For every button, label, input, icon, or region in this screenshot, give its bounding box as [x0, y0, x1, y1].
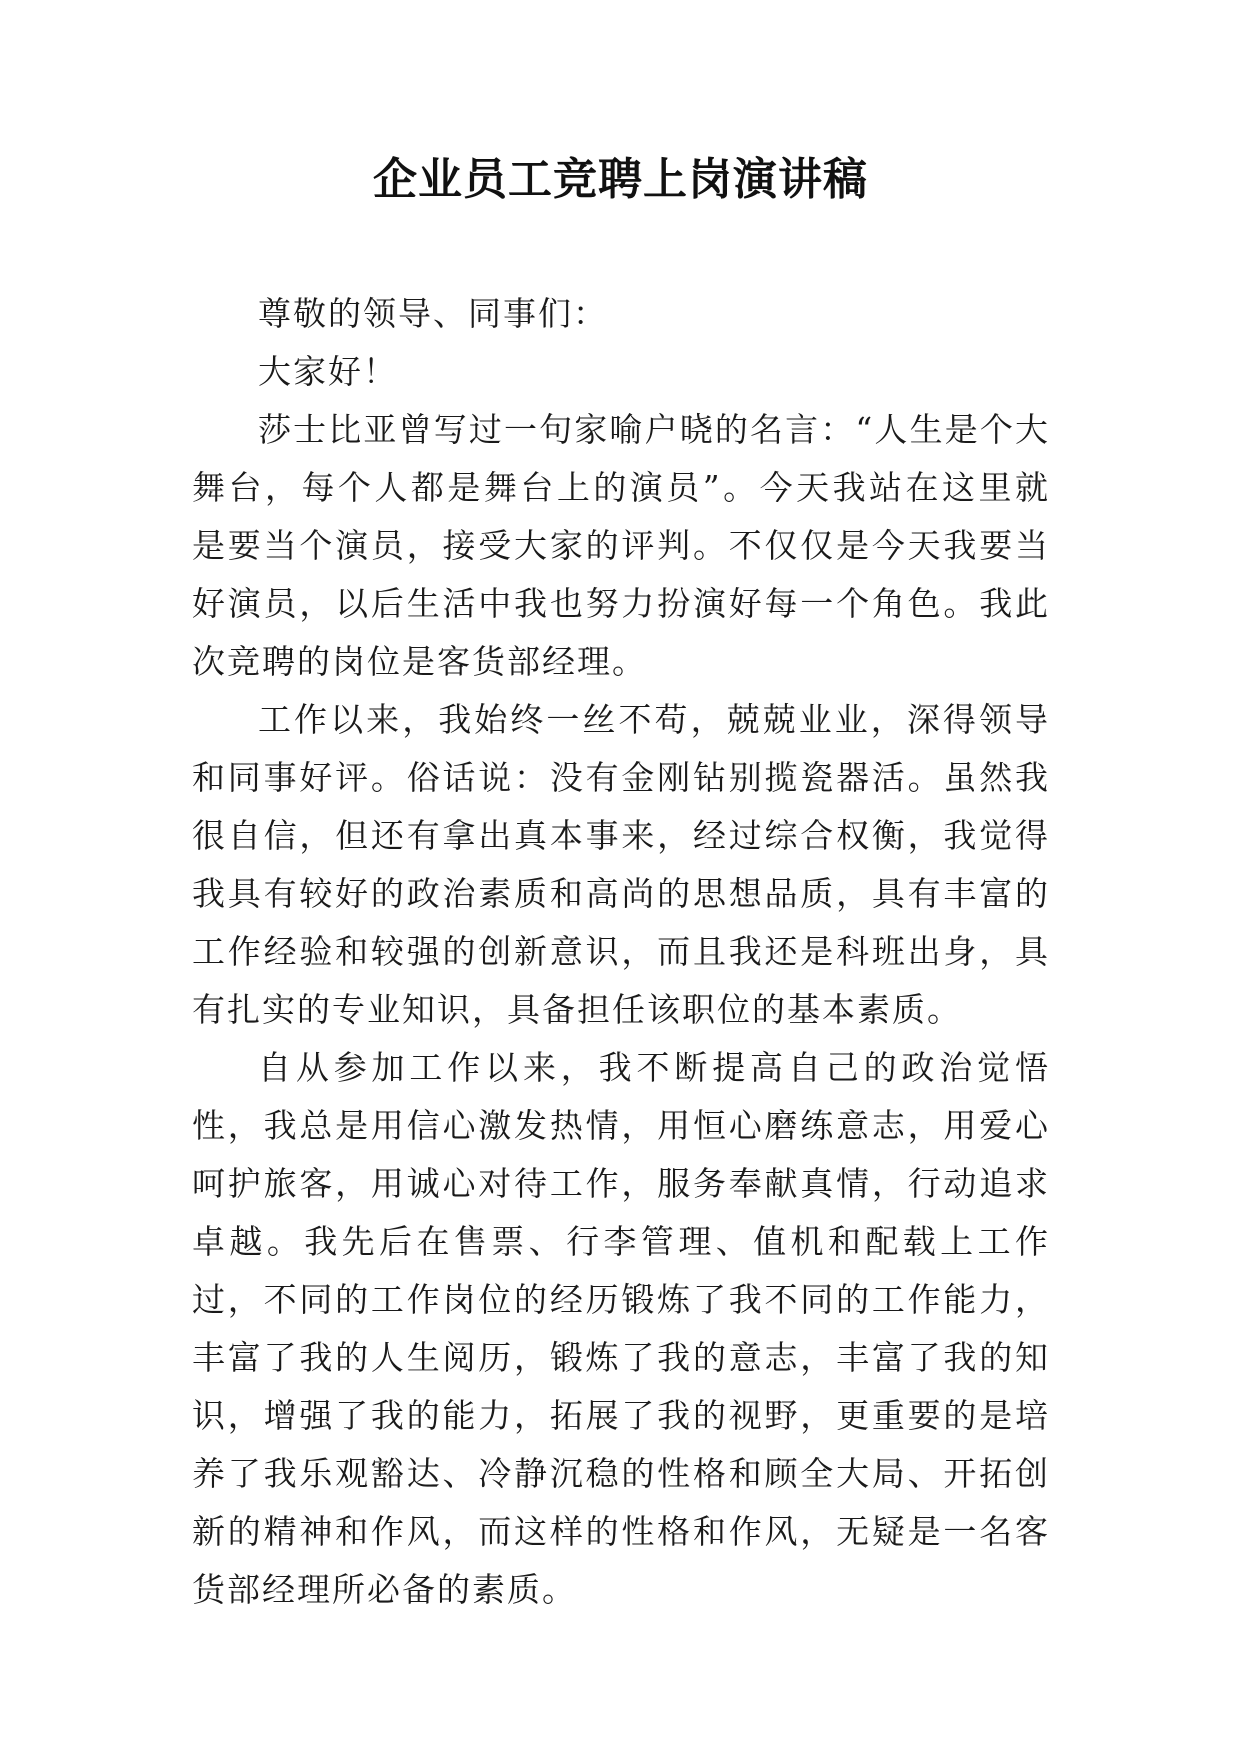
paragraph-salutation: 尊敬的领导、同事们：: [258, 294, 608, 333]
paragraph-experience: 自从参加工作以来，我不断提高自己的政治觉悟性，我总是用信心激发热情，用恒心磨练意志，用爱心呵护旅客，用诚心对待工作，服务奉献真情，行动追求卓越。我先后在售票、行李管理、值机和配载上工作过，不同的工作岗位的经历锻炼了我不同的工作能力，丰富了我的人生阅历，锻炼了我的意志，丰富了我的知识，增强了我的能力，拓展了我的视野，更重要的是培养了我乐观豁达、冷静沉稳的性格和顾全大局、开拓创新的精神和作风，而这样的性格和作风，无疑是一名客货部经理所必备的素质。: [192, 1048, 1050, 1609]
document-body: [192, 285, 1050, 1619]
document-title: 企业员工竞聘上岗演讲稿: [373, 154, 868, 205]
paragraph-greeting: 大家好！: [258, 352, 398, 391]
paragraph-shakespeare: 莎士比亚曾写过一句家喻户晓的名言：“人生是个大舞台，每个人都是舞台上的演员”。今天我站在这里就是要当个演员，接受大家的评判。不仅仅是今天我要当好演员，以后生活中我也努力扮演好每一个角色。我此次竞聘的岗位是客货部经理。: [192, 410, 1050, 681]
paragraph-work-attitude: 工作以来，我始终一丝不苟，兢兢业业，深得领导和同事好评。俗话说：没有金刚钻别揽瓷器活。虽然我很自信，但还有拿出真本事来，经过综合权衡，我觉得我具有较好的政治素质和高尚的思想品质，具有丰富的工作经验和较强的创新意识，而且我还是科班出身，具有扎实的专业知识，具备担任该职位的基本素质。: [192, 700, 1050, 1029]
